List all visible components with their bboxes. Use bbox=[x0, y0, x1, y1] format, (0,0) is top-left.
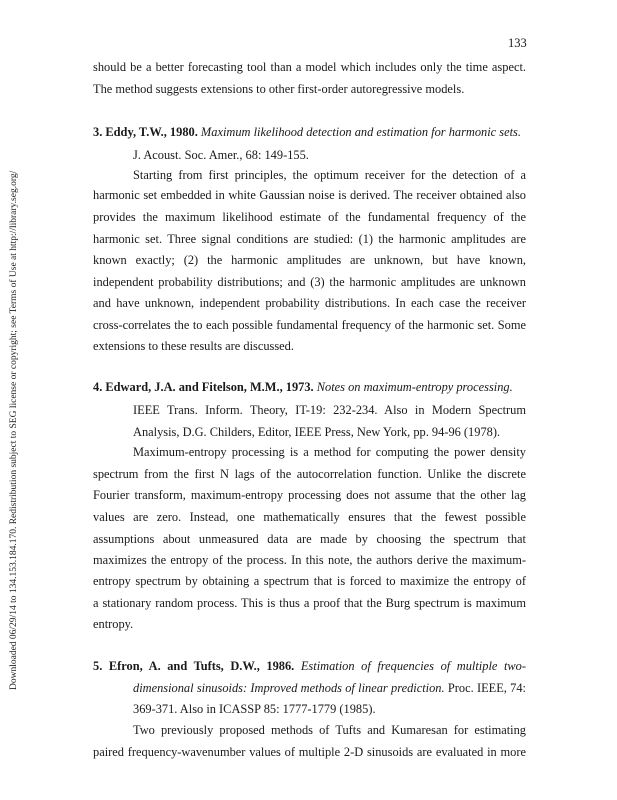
abstract-line: maximizes the entropy of the process. In this note, the authors derive the maximum- bbox=[93, 553, 526, 567]
entry-citation: Analysis, D.G. Childers, Editor, IEEE Press, New York, pp. 94-96 (1978). bbox=[133, 425, 501, 439]
page-number: 133 bbox=[508, 36, 527, 50]
abstract-line: provides the maximum likelihood estimate of the fundamental frequency of the bbox=[93, 210, 526, 224]
abstract-line: paired frequency-wavenumber values of multiple 2-D sinusoids are evaluated in more bbox=[93, 745, 526, 759]
abstract-line: independent probability distributions; and (3) the harmonic amplitudes are unknown bbox=[93, 275, 526, 289]
abstract-line: extensions to these results are discussed. bbox=[93, 339, 294, 353]
abstract-line: Starting from first principles, the optimum receiver for the detection of a bbox=[133, 168, 526, 182]
abstract-line: cross-correlates the to each possible fundamental frequency of the harmonic set. Some bbox=[93, 318, 526, 332]
abstract-line-text: spectrum from the first N lags of the autocorrelation function. Unlike the discrete bbox=[93, 467, 526, 481]
abstract-line: Maximum-entropy processing is a method for computing the power density bbox=[133, 445, 526, 459]
entry-number: 3. bbox=[93, 125, 103, 139]
body-line: The method suggests extensions to other first-order autoregressive models. bbox=[93, 82, 465, 96]
entry-citation: J. Acoust. Soc. Amer., 68: 149-155. bbox=[133, 148, 309, 162]
entry-citation: IEEE Trans. Inform. Theory, IT-19: 232-234. Also in Modern Spectrum bbox=[133, 403, 526, 417]
download-notice: Downloaded 06/29/14 to 134.153.184.170. Redistribution subject to SEG license or copyright; see Terms of Use at http://library.seg.org/ bbox=[9, 170, 19, 690]
entry-title: Estimation of frequencies of multiple two- bbox=[300, 659, 526, 673]
abstract-line: values are zero. Instead, one mathematically ensures that the fewest possible bbox=[93, 510, 526, 524]
abstract-line: entropy spectrum by obtaining a spectrum that is forced to maximize the entropy of bbox=[93, 574, 526, 588]
entry-number: 5. bbox=[93, 659, 103, 673]
entry-title-continued bbox=[133, 681, 526, 696]
entry-heading bbox=[93, 380, 526, 395]
entry-heading bbox=[93, 659, 526, 674]
abstract-line bbox=[93, 467, 526, 482]
abstract-line: Two previously proposed methods of Tufts and Kumaresan for estimating bbox=[133, 723, 526, 737]
entry-authors: Efron, A. and Tufts, D.W., 1986. bbox=[108, 659, 295, 673]
entry-authors: Edward, J.A. and Fitelson, M.M., 1973. bbox=[105, 380, 314, 394]
abstract-line: and have unknown, independent probability distributions. In each case the receiver bbox=[93, 296, 526, 310]
entry-title: Notes on maximum-entropy processing. bbox=[316, 380, 513, 394]
abstract-line: known exactly; (2) the harmonic amplitudes are unknown, but have known, bbox=[93, 253, 526, 267]
abstract-line: a stationary random process. This is thus a proof that the Burg spectrum is maximum bbox=[93, 596, 526, 610]
entry-title: Maximum likelihood detection and estimation for harmonic sets. bbox=[200, 125, 521, 139]
body-line: should be a better forecasting tool than a model which includes only the time aspect. bbox=[93, 60, 526, 74]
entry-heading bbox=[93, 125, 526, 140]
abstract-line: harmonic set embedded in white Gaussian noise is derived. The receiver obtained also bbox=[93, 188, 526, 202]
entry-citation: 369-371. Also in ICASSP 85: 1777-1779 (1985). bbox=[133, 702, 376, 716]
entry-number: 4. bbox=[93, 380, 103, 394]
entry-title: dimensional sinusoids: Improved methods of linear prediction. bbox=[133, 681, 445, 695]
entry-citation: Proc. IEEE, 74: bbox=[447, 681, 526, 695]
abstract-line: Fourier transform, maximum-entropy processing does not assume that the other lag bbox=[93, 488, 526, 502]
abstract-line: assumptions about unmeasured data are made by choosing the spectrum that bbox=[93, 532, 526, 546]
abstract-line: entropy. bbox=[93, 617, 134, 631]
entry-authors: Eddy, T.W., 1980. bbox=[105, 125, 198, 139]
abstract-line: harmonic set. Three signal conditions are studied: (1) the harmonic amplitudes are bbox=[93, 232, 526, 246]
